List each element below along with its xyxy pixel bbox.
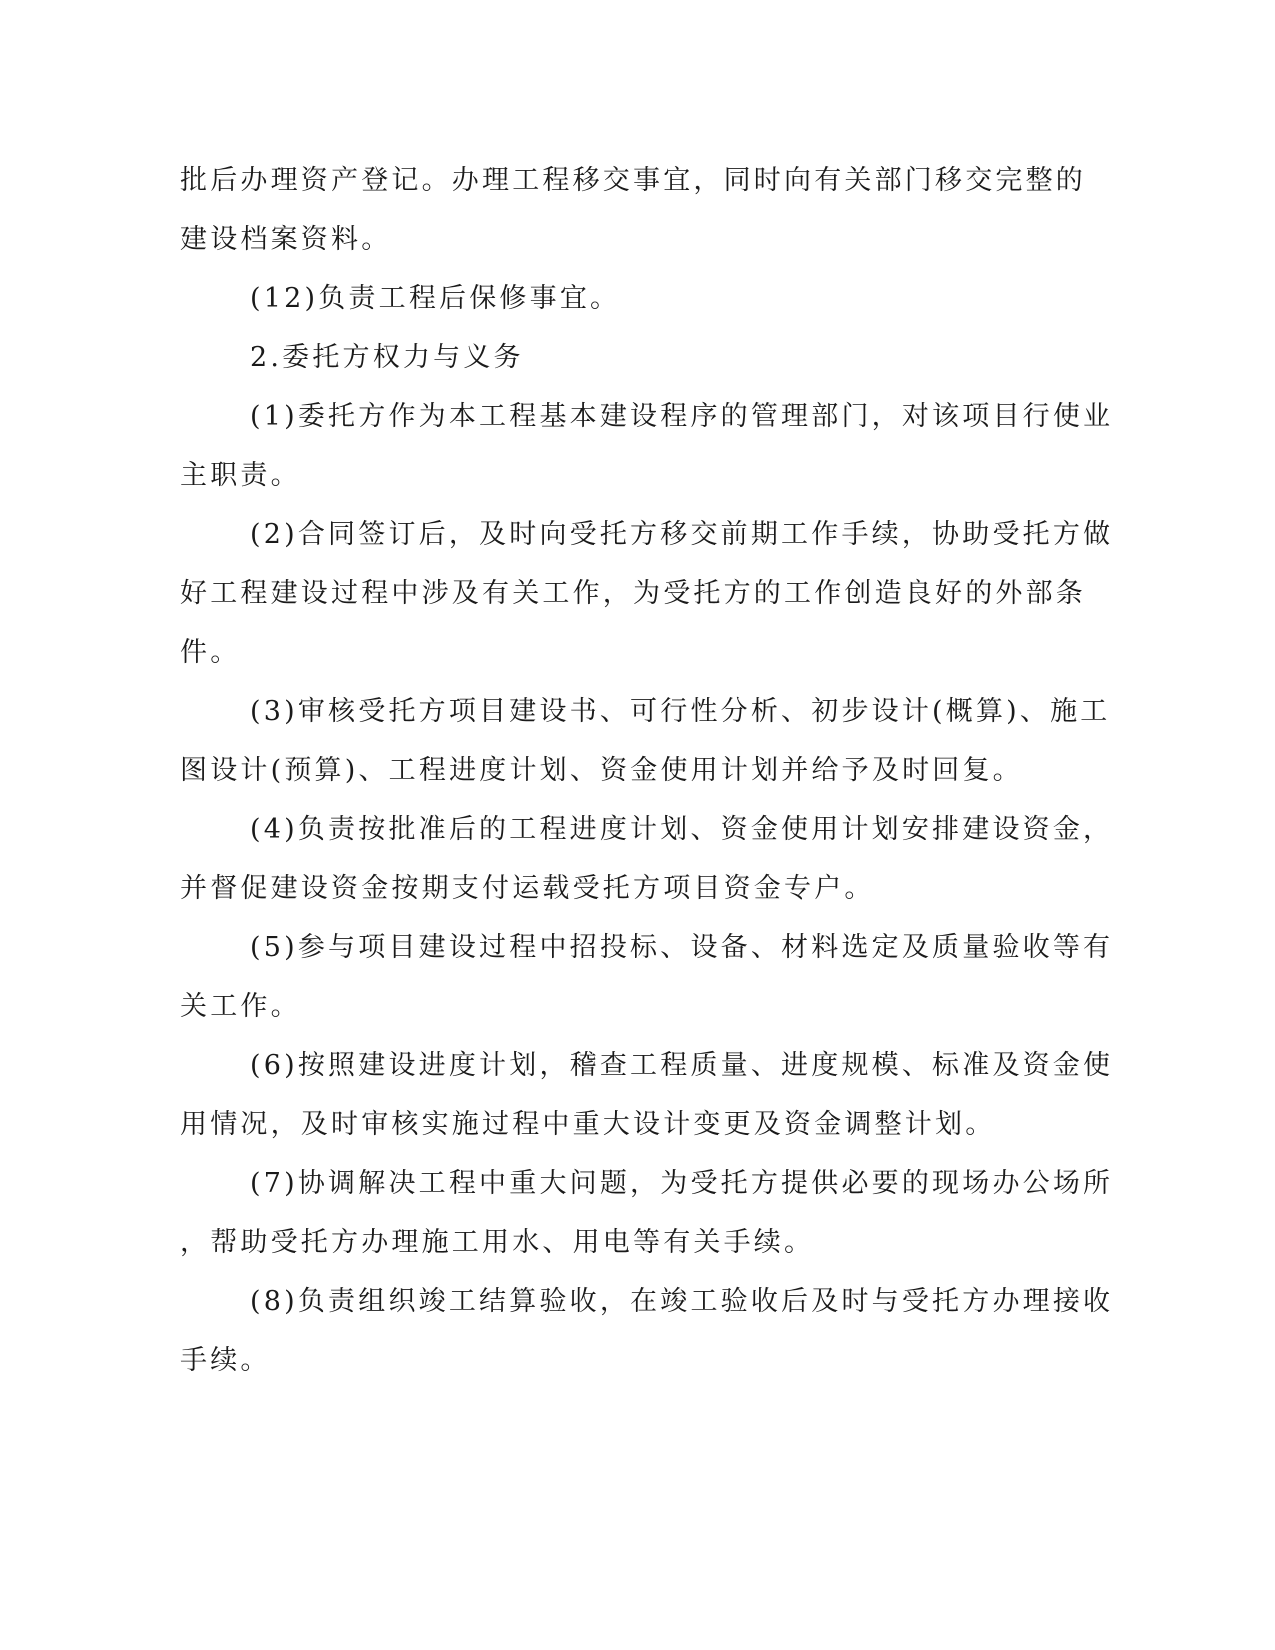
paragraph-line: (7)协调解决工程中重大问题，为受托方提供必要的现场办公场所 [250, 1168, 1114, 1199]
paragraph-line: 用情况，及时审核实施过程中重大设计变更及资金调整计划。 [180, 1109, 996, 1140]
paragraph-line: 并督促建设资金按期支付运载受托方项目资金专户。 [180, 873, 875, 904]
paragraph-line: (5)参与项目建设过程中招投标、设备、材料选定及质量验收等有 [250, 932, 1114, 963]
paragraph-line: (2)合同签订后，及时向受托方移交前期工作手续，协助受托方做 [250, 519, 1114, 550]
paragraph-line: 主职责。 [180, 460, 301, 491]
paragraph-line: 关工作。 [180, 991, 301, 1022]
paragraph-line: 图设计(预算)、工程进度计划、资金使用计划并给予及时回复。 [180, 755, 1023, 786]
paragraph-line: (8)负责组织竣工结算验收，在竣工验收后及时与受托方办理接收 [250, 1286, 1114, 1317]
paragraph-line: (1)委托方作为本工程基本建设程序的管理部门，对该项目行使业 [250, 401, 1114, 432]
paragraph-line: 手续。 [180, 1345, 271, 1376]
paragraph-line: ，帮助受托方办理施工用水、用电等有关手续。 [180, 1227, 815, 1258]
paragraph-line: 批后办理资产登记。办理工程移交事宜，同时向有关部门移交完整的 [180, 165, 1086, 196]
paragraph-line: 好工程建设过程中涉及有关工作，为受托方的工作创造良好的外部条 [180, 578, 1086, 609]
section-heading: 2.委托方权力与义务 [250, 342, 524, 373]
paragraph-line: 建设档案资料。 [180, 224, 392, 255]
paragraph-line: (3)审核受托方项目建设书、可行性分析、初步设计(概算)、施工 [250, 696, 1111, 727]
paragraph-line: (12)负责工程后保修事宜。 [250, 283, 621, 314]
paragraph-line: (6)按照建设进度计划，稽查工程质量、进度规模、标准及资金使 [250, 1050, 1114, 1081]
paragraph-line: (4)负责按批准后的工程进度计划、资金使用计划安排建设资金， [250, 814, 1114, 845]
document-body [180, 150, 1114, 1376]
paragraph-line: 件。 [180, 637, 241, 668]
